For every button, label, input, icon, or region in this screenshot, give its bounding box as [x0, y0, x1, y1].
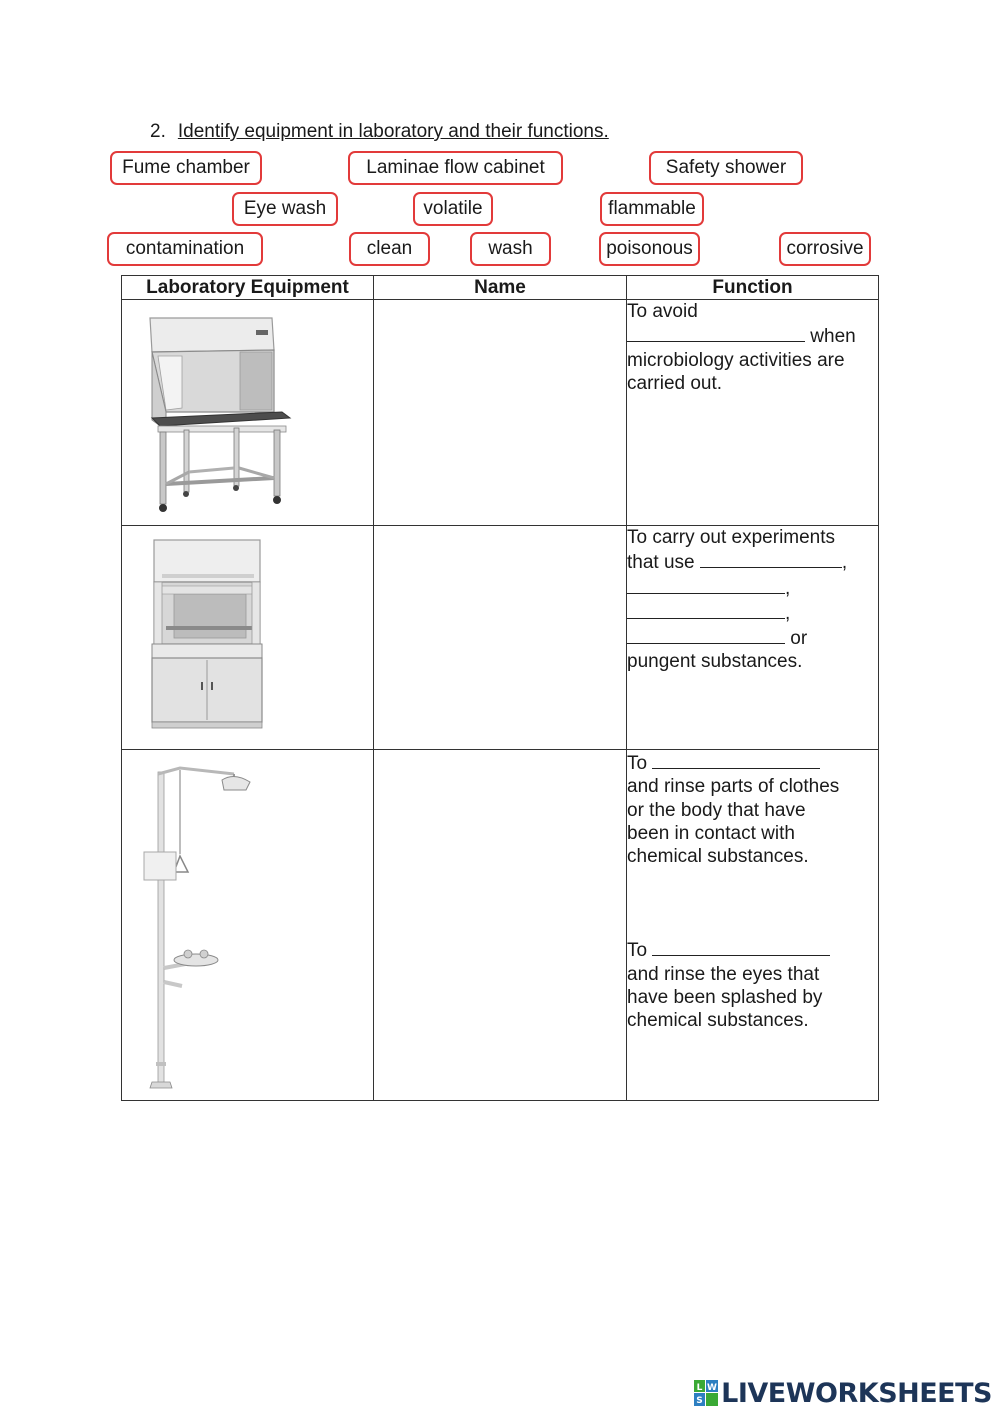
equipment-image-cell [122, 300, 374, 526]
function-cell [627, 300, 879, 526]
answer-blank[interactable] [652, 937, 830, 956]
answer-blank[interactable] [627, 600, 785, 619]
logo-text: LIVEWORKSHEETS [721, 1377, 992, 1409]
function-text: To [627, 753, 648, 774]
function-text: when [810, 326, 856, 348]
fume-chamber-illustration [122, 526, 372, 744]
function-text: chemical substances. [627, 846, 809, 868]
equipment-image-cell [122, 750, 374, 1101]
word-chip-fume-chamber[interactable]: Fume chamber [110, 151, 262, 185]
function-cell [627, 750, 879, 1101]
badge-letter: W [707, 1383, 718, 1393]
answer-blank[interactable] [652, 750, 820, 769]
word-chip-safety-shower[interactable]: Safety shower [649, 151, 803, 185]
word-chip-flammable[interactable]: flammable [600, 192, 704, 226]
table-row [122, 750, 879, 1101]
name-answer-cell[interactable] [374, 750, 627, 1101]
answer-blank[interactable] [700, 549, 842, 568]
answer-blank[interactable] [627, 625, 785, 644]
worksheet-table [121, 275, 879, 1101]
function-text: or the body that have [627, 799, 806, 821]
header-name: Name [374, 276, 627, 300]
liveworksheets-logo [693, 1376, 992, 1410]
function-text: been in contact with [627, 822, 795, 844]
header-function: Function [627, 276, 879, 300]
word-chip-contamination[interactable]: contamination [107, 232, 263, 266]
function-text: microbiology activities are [627, 349, 845, 371]
word-chip-wash[interactable]: wash [470, 232, 551, 266]
answer-blank[interactable] [627, 323, 805, 342]
word-chip-laminae-flow-cabinet[interactable]: Laminae flow cabinet [348, 151, 563, 185]
function-text: To avoid [627, 301, 698, 322]
answer-blank[interactable] [627, 575, 785, 594]
question-heading [150, 121, 609, 143]
header-laboratory-equipment: Laboratory Equipment [122, 276, 374, 300]
function-text: , [785, 602, 791, 624]
question-number: 2. [150, 121, 166, 142]
function-text: and rinse parts of clothes [627, 776, 840, 798]
function-text: , [841, 552, 848, 574]
equipment-image-cell [122, 526, 374, 750]
word-chip-volatile[interactable]: volatile [413, 192, 493, 226]
liveworksheets-badge-icon [693, 1379, 719, 1407]
name-answer-cell[interactable] [374, 300, 627, 526]
table-row [122, 300, 879, 526]
function-text: or [790, 628, 808, 650]
function-text: , [785, 577, 791, 599]
word-chip-clean[interactable]: clean [349, 232, 430, 266]
safety-shower-eye-wash-illustration [122, 750, 372, 1095]
badge-letter: L [696, 1383, 703, 1393]
function-cell [627, 526, 879, 750]
table-row [122, 526, 879, 750]
badge-letter: S [696, 1396, 703, 1406]
question-text: Identify equipment in laboratory and their functions. [177, 121, 609, 142]
function-text: chemical substances. [627, 1010, 809, 1032]
name-answer-cell[interactable] [374, 526, 627, 750]
function-text: and rinse the eyes that [627, 963, 820, 985]
function-text: To [627, 940, 648, 962]
function-text: have been splashed by [627, 987, 823, 1009]
laminar-flow-cabinet-illustration [122, 300, 372, 520]
function-text: carried out. [627, 372, 723, 394]
function-text: pungent substances. [627, 651, 803, 673]
table-header-row [122, 276, 879, 300]
function-text: that use [627, 552, 695, 574]
word-chip-poisonous[interactable]: poisonous [599, 232, 700, 266]
function-text: To carry out experiments [627, 527, 836, 548]
word-chip-eye-wash[interactable]: Eye wash [232, 192, 338, 226]
word-chip-corrosive[interactable]: corrosive [779, 232, 871, 266]
